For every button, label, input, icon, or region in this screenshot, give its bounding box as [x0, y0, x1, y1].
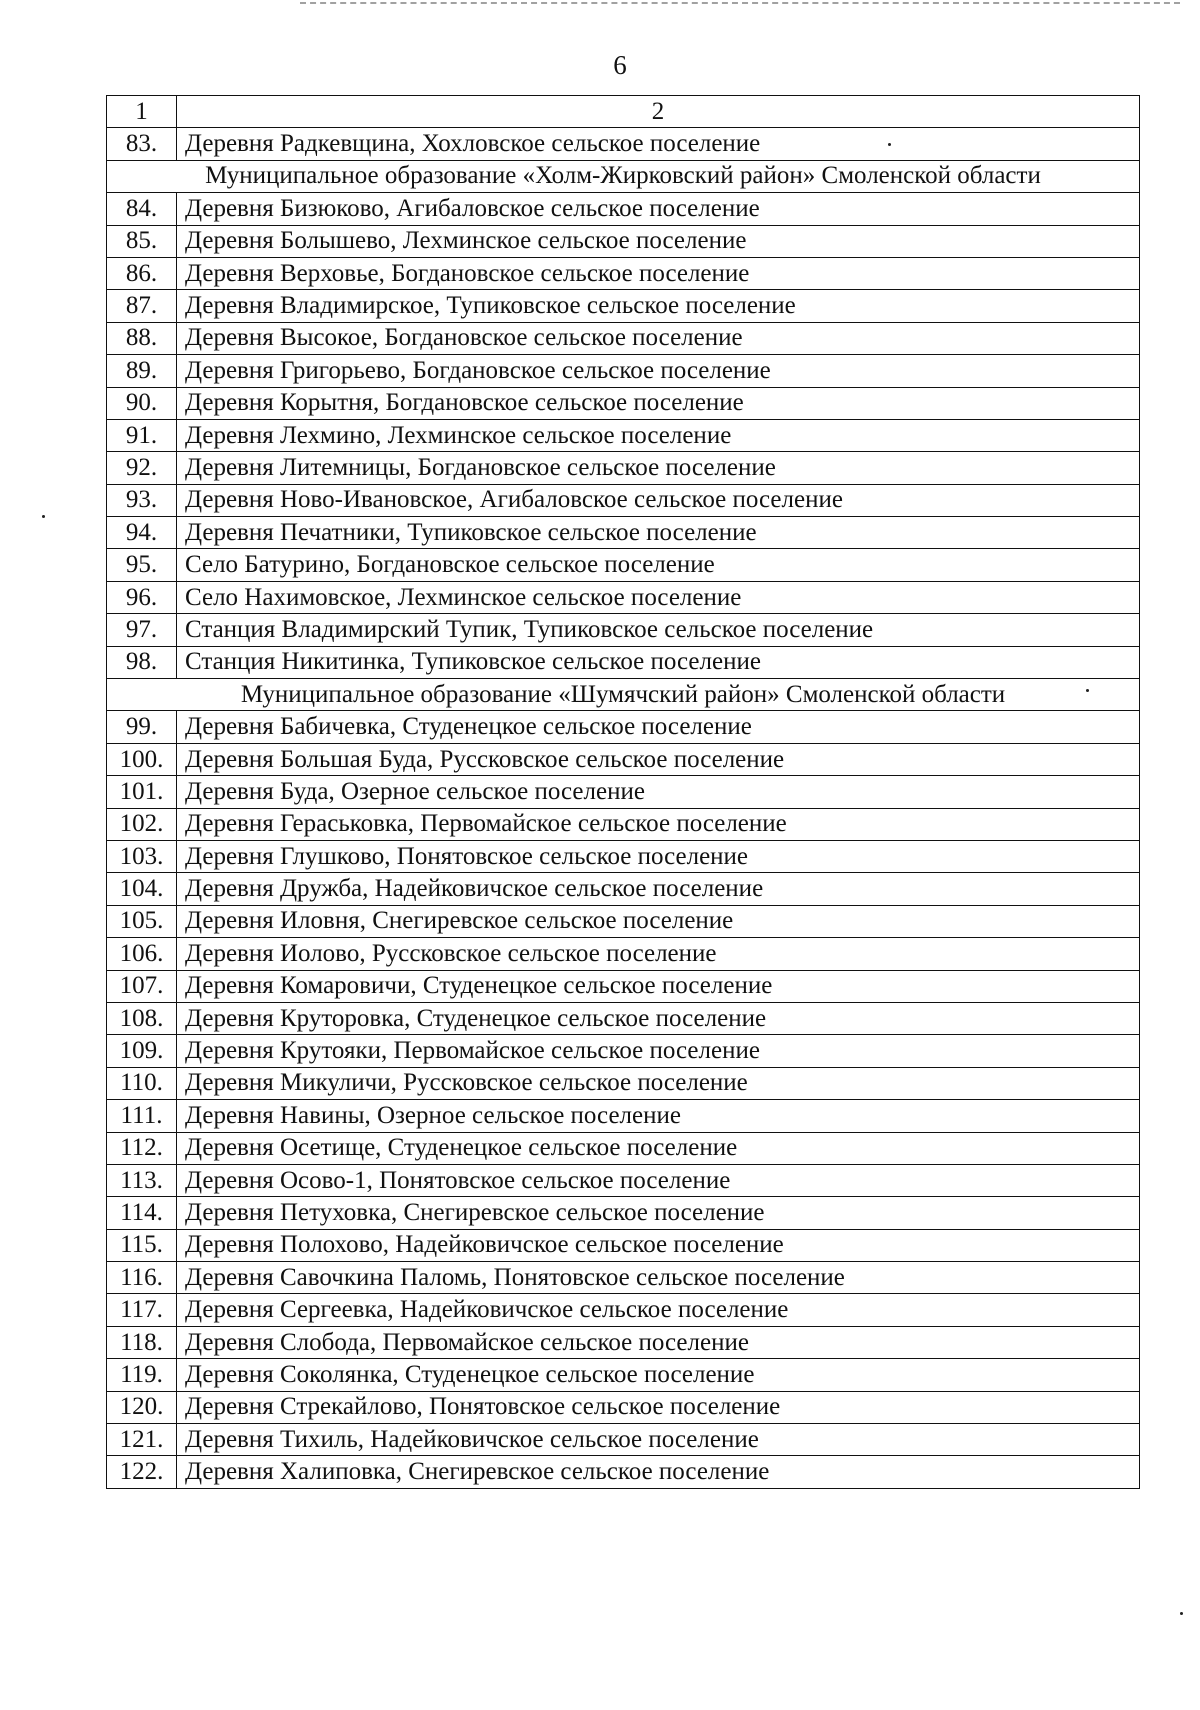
row-number: 110.: [107, 1067, 177, 1099]
row-number: 86.: [107, 257, 177, 289]
table-row: [107, 193, 1140, 225]
table-row: [107, 322, 1140, 354]
table-row: [107, 873, 1140, 905]
table-row: [107, 1294, 1140, 1326]
settlements-table: [106, 95, 1140, 1489]
row-number: 118.: [107, 1326, 177, 1358]
row-number: 88.: [107, 322, 177, 354]
row-number: 99.: [107, 711, 177, 743]
row-number: 96.: [107, 581, 177, 613]
row-number: 108.: [107, 1002, 177, 1034]
row-number: 98.: [107, 646, 177, 678]
settlement-name: Деревня Глушково, Понятовское сельское поселение: [177, 840, 1140, 872]
row-number: 119.: [107, 1359, 177, 1391]
settlement-name: Деревня Халиповка, Снегиревское сельское поселение: [177, 1456, 1140, 1488]
table-row: [107, 1164, 1140, 1196]
row-number: 103.: [107, 840, 177, 872]
table-row: [107, 1262, 1140, 1294]
settlements-table-body: [107, 96, 1140, 1489]
settlement-name: Село Нахимовское, Лехминское сельское поселение: [177, 581, 1140, 613]
settlement-name: Деревня Дружба, Надейковичское сельское поселение: [177, 873, 1140, 905]
table-row: [107, 938, 1140, 970]
table-row: [107, 1424, 1140, 1456]
table-row: [107, 1456, 1140, 1488]
settlement-name: Деревня Тихиль, Надейковичское сельское поселение: [177, 1424, 1140, 1456]
row-number: 109.: [107, 1035, 177, 1067]
table-row: [107, 1067, 1140, 1099]
table-row: [107, 419, 1140, 451]
row-number: 121.: [107, 1424, 177, 1456]
settlement-name: Деревня Буда, Озерное сельское поселение: [177, 776, 1140, 808]
settlement-name: Деревня Высокое, Богдановское сельское поселение: [177, 322, 1140, 354]
row-number: 104.: [107, 873, 177, 905]
row-number: 113.: [107, 1164, 177, 1196]
settlement-name: Деревня Полохово, Надейковичское сельское поселение: [177, 1229, 1140, 1261]
table-row: [107, 614, 1140, 646]
table-row: [107, 1326, 1140, 1358]
settlement-name: Деревня Соколянка, Студенецкое сельское поселение: [177, 1359, 1140, 1391]
table-row: [107, 840, 1140, 872]
settlement-name: Деревня Иолово, Руссковское сельское поселение: [177, 938, 1140, 970]
row-number: 117.: [107, 1294, 177, 1326]
row-number: 93.: [107, 484, 177, 516]
scan-speck: [42, 515, 45, 518]
table-row: [107, 711, 1140, 743]
settlement-name: Деревня Верховье, Богдановское сельское поселение: [177, 257, 1140, 289]
settlement-name: Деревня Болышево, Лехминское сельское поселение: [177, 225, 1140, 257]
row-number: 85.: [107, 225, 177, 257]
settlement-name: Деревня Сергеевка, Надейковичское сельское поселение: [177, 1294, 1140, 1326]
scan-speck: [888, 143, 891, 146]
table-row: [107, 581, 1140, 613]
settlement-name: Деревня Микуличи, Руссковское сельское поселение: [177, 1067, 1140, 1099]
table-row: [107, 225, 1140, 257]
settlement-name: Деревня Ново-Ивановское, Агибаловское сельское поселение: [177, 484, 1140, 516]
scan-edge-line: [300, 2, 1180, 4]
row-number: 106.: [107, 938, 177, 970]
table-header-row: [107, 96, 1140, 128]
column-header-number: 1: [107, 96, 177, 128]
settlement-name: Деревня Литемницы, Богдановское сельское поселение: [177, 452, 1140, 484]
table-row: [107, 517, 1140, 549]
table-row: [107, 484, 1140, 516]
table-row: [107, 128, 1140, 160]
row-number: 92.: [107, 452, 177, 484]
table-row: [107, 1100, 1140, 1132]
table-row: [107, 1132, 1140, 1164]
row-number: 120.: [107, 1391, 177, 1423]
table-row: [107, 257, 1140, 289]
settlement-name: Деревня Лехмино, Лехминское сельское поселение: [177, 419, 1140, 451]
row-number: 107.: [107, 970, 177, 1002]
settlement-name: Деревня Крутояки, Первомайское сельское поселение: [177, 1035, 1140, 1067]
row-number: 122.: [107, 1456, 177, 1488]
row-number: 105.: [107, 905, 177, 937]
settlement-name: Деревня Большая Буда, Руссковское сельское поселение: [177, 743, 1140, 775]
scan-speck: [1086, 689, 1089, 692]
row-number: 112.: [107, 1132, 177, 1164]
settlement-name: Деревня Печатники, Тупиковское сельское поселение: [177, 517, 1140, 549]
table-row: [107, 290, 1140, 322]
row-number: 115.: [107, 1229, 177, 1261]
table-row: [107, 905, 1140, 937]
settlement-name: Деревня Навины, Озерное сельское поселение: [177, 1100, 1140, 1132]
table-row: [107, 1002, 1140, 1034]
table-row: [107, 1035, 1140, 1067]
settlement-name: Деревня Владимирское, Тупиковское сельское поселение: [177, 290, 1140, 322]
settlement-name: Деревня Осетище, Студенецкое сельское поселение: [177, 1132, 1140, 1164]
settlement-name: Деревня Савочкина Паломь, Понятовское сельское поселение: [177, 1262, 1140, 1294]
settlement-name: Деревня Комаровичи, Студенецкое сельское поселение: [177, 970, 1140, 1002]
settlement-name: Деревня Слобода, Первомайское сельское поселение: [177, 1326, 1140, 1358]
table-row: [107, 549, 1140, 581]
row-number: 91.: [107, 419, 177, 451]
table-row: [107, 387, 1140, 419]
table-row: [107, 646, 1140, 678]
row-number: 95.: [107, 549, 177, 581]
row-number: 102.: [107, 808, 177, 840]
section-heading: Муниципальное образование «Холм-Жирковский район» Смоленской области: [107, 160, 1140, 192]
settlement-name: Деревня Бизюково, Агибаловское сельское поселение: [177, 193, 1140, 225]
row-number: 101.: [107, 776, 177, 808]
settlement-name: Деревня Григорьево, Богдановское сельское поселение: [177, 355, 1140, 387]
row-number: 97.: [107, 614, 177, 646]
row-number: 87.: [107, 290, 177, 322]
row-number: 84.: [107, 193, 177, 225]
settlement-name: Деревня Корытня, Богдановское сельское поселение: [177, 387, 1140, 419]
row-number: 100.: [107, 743, 177, 775]
row-number: 89.: [107, 355, 177, 387]
settlement-name: Деревня Иловня, Снегиревское сельское поселение: [177, 905, 1140, 937]
table-row: [107, 1229, 1140, 1261]
table-row: [107, 808, 1140, 840]
settlement-name: Станция Владимирский Тупик, Тупиковское сельское поселение: [177, 614, 1140, 646]
table-row: [107, 743, 1140, 775]
section-heading-row: [107, 160, 1140, 192]
page-number: 6: [613, 50, 627, 80]
table-row: [107, 1197, 1140, 1229]
settlement-name: Деревня Стрекайлово, Понятовское сельское поселение: [177, 1391, 1140, 1423]
settlement-name: Деревня Петуховка, Снегиревское сельское поселение: [177, 1197, 1140, 1229]
row-number: 111.: [107, 1100, 177, 1132]
settlement-name: Деревня Радкевщина, Хохловское сельское поселение: [177, 128, 1140, 160]
column-header-name: 2: [177, 96, 1140, 128]
section-heading-row: [107, 679, 1140, 711]
row-number: 90.: [107, 387, 177, 419]
settlement-name: Деревня Гераськовка, Первомайское сельское поселение: [177, 808, 1140, 840]
settlement-name: Деревня Осово-1, Понятовское сельское поселение: [177, 1164, 1140, 1196]
settlement-name: Станция Никитинка, Тупиковское сельское поселение: [177, 646, 1140, 678]
table-row: [107, 355, 1140, 387]
table-row: [107, 776, 1140, 808]
table-row: [107, 970, 1140, 1002]
settlement-name: Деревня Бабичевка, Студенецкое сельское поселение: [177, 711, 1140, 743]
settlement-name: Село Батурино, Богдановское сельское поселение: [177, 549, 1140, 581]
table-row: [107, 452, 1140, 484]
row-number: 94.: [107, 517, 177, 549]
row-number: 114.: [107, 1197, 177, 1229]
scan-speck: [1180, 1612, 1183, 1615]
table-row: [107, 1391, 1140, 1423]
section-heading: Муниципальное образование «Шумячский район» Смоленской области: [107, 679, 1140, 711]
row-number: 116.: [107, 1262, 177, 1294]
table-row: [107, 1359, 1140, 1391]
row-number: 83.: [107, 128, 177, 160]
settlement-name: Деревня Круторовка, Студенецкое сельское поселение: [177, 1002, 1140, 1034]
